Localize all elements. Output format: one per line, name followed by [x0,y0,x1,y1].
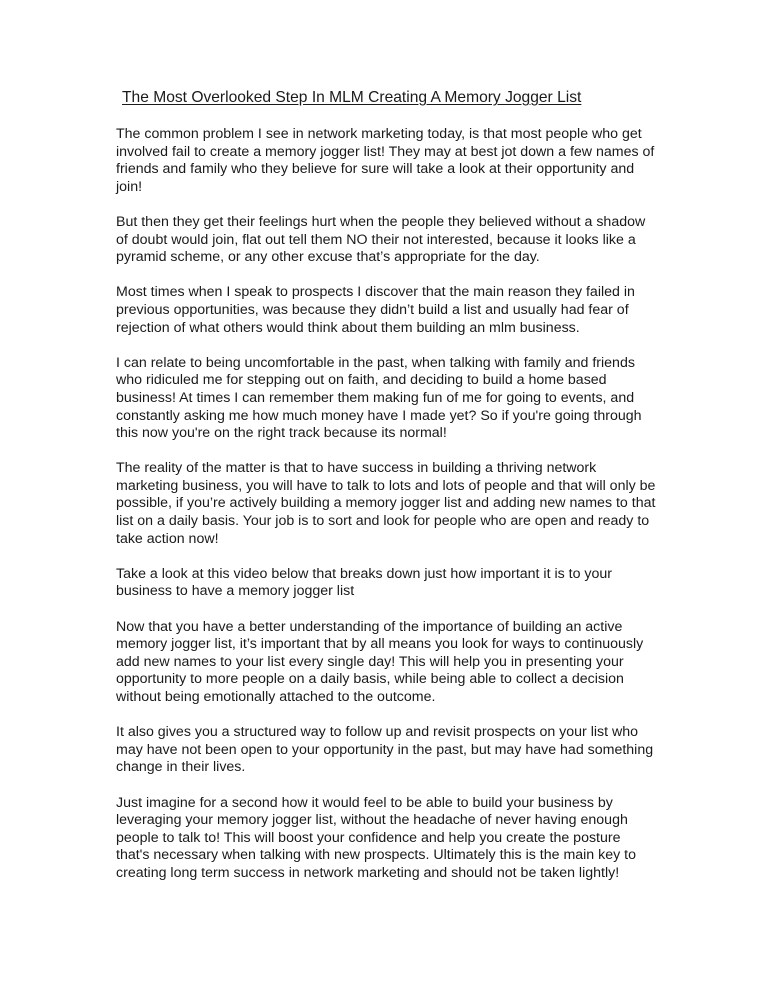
paragraph-7: Now that you have a better understanding of the importance of building an active memory jogger list, it’s important that by all means you look for ways to continuously add new names to your list every single day! This will help you in presenting your opportunity to more people on a daily basis, while being able to collect a decision without being emotionally attached to the outcome. [116,618,644,705]
paragraph-3: Most times when I speak to prospects I discover that the main reason they failed in previous opportunities, was because they didn’t build a list and usually had fear of rejection of what others would think about them building an mlm business. [116,284,635,336]
paragraph-1: The common problem I see in network marketing today, is that most people who get involved fail to create a memory jogger list! They may at best jot down a few names of friends and family who they believe for sure will take a look at their opportunity and join! [116,126,655,195]
paragraph-5: The reality of the matter is that to have success in building a thriving network marketing business, you will have to talk to lots and lots of people and that will only be possible, if you’re actively building a memory jogger list and adding new names to that list on a daily basis. Your job is to sort and look for people who are open and ready to take action now! [116,460,656,547]
document-page [116,88,656,900]
paragraph-2: But then they get their feelings hurt when the people they believed without a shadow of doubt would join, flat out tell them NO their not interested, because it looks like a pyramid scheme, or any other excuse that’s appropriate for the day. [116,213,646,266]
paragraph-6: Take a look at this video below that breaks down just how important it is to your business to have a memory jogger list [116,565,613,600]
paragraph-4: I can relate to being uncomfortable in the past, when talking with family and friends who ridiculed me for stepping out on faith, and deciding to build a home based business! At times I can remember them making fun of me for going to events, and constantly asking me how much money have I made yet? So if you're going through this now you're on the right track because its normal! [116,354,642,442]
document-title: The Most Overlooked Step In MLM Creating A Memory Jogger List [122,89,582,106]
paragraph-9: Just imagine for a second how it would feel to be able to build your business by leveraging your memory jogger list, without the headache of never having enough people to talk to! This will boost your confidence and help you create the posture that's necessary when talking with new prospects. Ultimately this is the main key to creating long term success in network marketing and should not be taken lightly! [116,794,636,881]
paragraph-8: It also gives you a structured way to follow up and revisit prospects on your list who may have not been open to your opportunity in the past, but may have had something change in their lives. [116,724,654,776]
